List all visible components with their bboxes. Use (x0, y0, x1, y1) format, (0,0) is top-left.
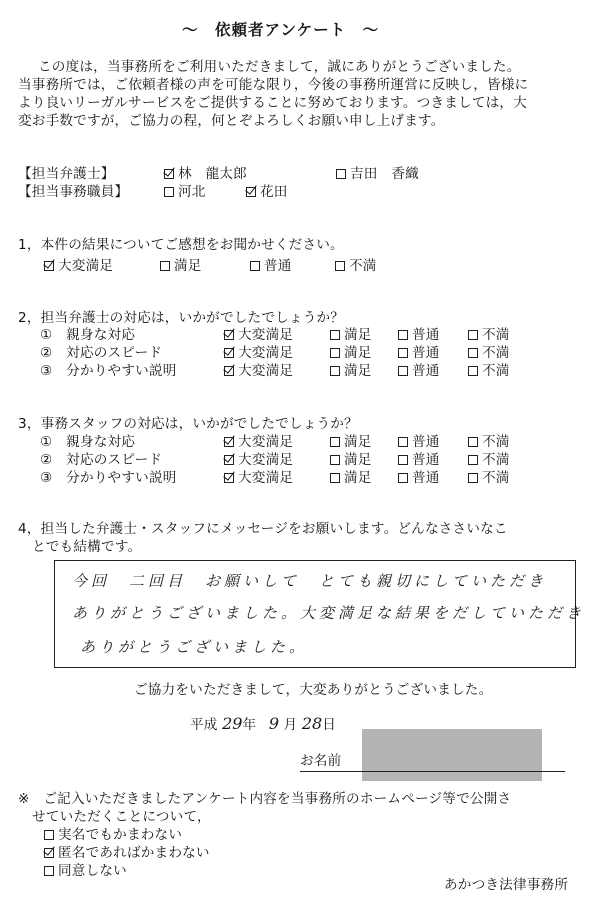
option-label: 満足 (344, 452, 372, 468)
checkbox[interactable] (44, 830, 54, 840)
q2-item1-neutral[interactable] (398, 326, 440, 344)
checkbox-checked[interactable] (164, 169, 174, 179)
option-label: 普通 (412, 363, 440, 379)
q3-item2-neutral[interactable] (398, 451, 440, 469)
option-label: 大変満足 (238, 363, 294, 379)
checkbox-checked[interactable] (224, 348, 234, 358)
thanks-message: ご協力をいただきまして，大変ありがとうございました。 (134, 682, 493, 698)
option-label: 満足 (344, 434, 372, 450)
option-label: 普通 (264, 258, 292, 274)
checkbox[interactable] (398, 330, 408, 340)
q3-item3-satisfied[interactable] (330, 469, 372, 487)
option-label: 普通 (412, 434, 440, 450)
option-label: 満足 (344, 363, 372, 379)
option-label: 満足 (344, 470, 372, 486)
checkbox[interactable] (468, 366, 478, 376)
q3-item3-very-satisfied[interactable] (224, 469, 293, 487)
option-label: 林 龍太郎 (178, 166, 247, 182)
q1-question: 1，本件の結果についてご感想をお聞かせください。 (18, 237, 344, 253)
option-label: 不満 (349, 258, 377, 274)
checkbox[interactable] (398, 366, 408, 376)
option-label: 普通 (412, 327, 440, 343)
q2-item-label: ① 親身な対応 (40, 327, 136, 343)
checkbox[interactable] (468, 455, 478, 465)
option-label: 河北 (178, 184, 206, 200)
clerk-option-kawakita[interactable] (164, 183, 206, 201)
q3-item2-dissatisfied[interactable] (468, 451, 510, 469)
checkbox[interactable] (468, 348, 478, 358)
q4-question-line-1: 4，担当した弁護士・スタッフにメッセージをお願いします。どんなささいなこ (18, 521, 508, 537)
checkbox[interactable] (164, 187, 174, 197)
checkbox-checked[interactable] (224, 473, 234, 483)
date-year: 29 (222, 714, 243, 733)
option-label: 大変満足 (238, 452, 294, 468)
checkbox[interactable] (398, 455, 408, 465)
date-era: 平成 (190, 717, 218, 733)
checkbox-checked[interactable] (44, 848, 54, 858)
intro-line-1: この度は，当事務所をご利用いただきまして，誠にありがとうございました。 (38, 59, 521, 75)
intro-line-4: 変お手数ですが，ご協力の程，何とぞよろしくお願い申し上げます。 (18, 113, 445, 129)
checkbox[interactable] (398, 437, 408, 447)
lawyer-label: 【担当弁護士】 (18, 166, 115, 182)
redacted-name (362, 729, 542, 781)
q2-item3-dissatisfied[interactable] (468, 362, 510, 380)
option-label: 普通 (412, 470, 440, 486)
firm-name: あかつき法律事務所 (444, 877, 569, 893)
q2-item1-satisfied[interactable] (330, 326, 372, 344)
q2-item1-dissatisfied[interactable] (468, 326, 510, 344)
q3-item1-very-satisfied[interactable] (224, 433, 293, 451)
name-underline (300, 771, 565, 772)
option-label: 大変満足 (238, 327, 294, 343)
q3-item3-dissatisfied[interactable] (468, 469, 510, 487)
q3-item3-neutral[interactable] (398, 469, 440, 487)
q2-item-label: ② 対応のスピード (40, 345, 163, 361)
q3-question: 3，事務スタッフの対応は，いかがでしたでしょうか？ (18, 416, 358, 432)
q3-item2-satisfied[interactable] (330, 451, 372, 469)
q2-item3-neutral[interactable] (398, 362, 440, 380)
q2-item2-dissatisfied[interactable] (468, 344, 510, 362)
q2-item2-very-satisfied[interactable] (224, 344, 293, 362)
checkbox-checked[interactable] (224, 437, 234, 447)
option-label: 満足 (174, 258, 202, 274)
q3-item2-very-satisfied[interactable] (224, 451, 293, 469)
consent-decline[interactable] (44, 862, 127, 880)
q3-item-label: ② 対応のスピード (40, 452, 163, 468)
clerk-option-hanada[interactable] (246, 183, 288, 201)
q2-item2-neutral[interactable] (398, 344, 440, 362)
clerk-label: 【担当事務職員】 (18, 184, 129, 200)
option-label: 大変満足 (238, 345, 294, 361)
option-label: 満足 (344, 327, 372, 343)
q3-item1-dissatisfied[interactable] (468, 433, 510, 451)
q2-item2-satisfied[interactable] (330, 344, 372, 362)
q3-item1-satisfied[interactable] (330, 433, 372, 451)
option-label: 実名でもかまわない (58, 827, 183, 843)
survey-title: 〜 依頼者アンケート 〜 (182, 21, 380, 39)
date-day-unit: 日 (322, 717, 337, 733)
handwritten-line-1: 今回 二回目 お願いして とても親切にしていただき (72, 572, 548, 590)
checkbox[interactable] (330, 330, 340, 340)
q2-item3-very-satisfied[interactable] (224, 362, 293, 380)
option-label: 不満 (482, 345, 510, 361)
checkbox[interactable] (335, 261, 345, 271)
consent-real-name[interactable] (44, 826, 182, 844)
q2-question: 2，担当弁護士の対応は，いかがでしたでしょうか？ (18, 310, 345, 326)
option-label: 満足 (344, 345, 372, 361)
q1-option-very-satisfied[interactable] (44, 257, 113, 275)
option-label: 大変満足 (238, 470, 294, 486)
checkbox-checked[interactable] (44, 261, 54, 271)
checkbox[interactable] (330, 455, 340, 465)
option-label: 普通 (412, 345, 440, 361)
intro-line-2: 当事務所では，ご依頼者様の声を可能な限り，今後の事務所運営に反映し，皆様に (18, 77, 529, 93)
intro-line-3: より良いリーガルサービスをご提供することに努めております。つきましては，大 (18, 95, 528, 111)
checkbox[interactable] (468, 437, 478, 447)
checkbox[interactable] (44, 866, 54, 876)
checkbox[interactable] (330, 348, 340, 358)
option-label: 吉田 香織 (350, 166, 419, 182)
lawyer-option-hayashi[interactable] (164, 165, 247, 183)
date-field[interactable] (190, 715, 336, 734)
q3-item-label: ① 親身な対応 (40, 434, 136, 450)
notice-line-2: せていただくことについて， (32, 809, 211, 825)
checkbox[interactable] (468, 330, 478, 340)
checkbox[interactable] (160, 261, 170, 271)
option-label: 匿名であればかまわない (58, 845, 210, 861)
checkbox[interactable] (398, 473, 408, 483)
option-label: 不満 (482, 363, 510, 379)
checkbox-checked[interactable] (224, 330, 234, 340)
checkbox[interactable] (250, 261, 260, 271)
option-label: 不満 (482, 327, 510, 343)
notice-line-1: ※ ご記入いただきましたアンケート内容を当事務所のホームページ等で公開さ (18, 791, 512, 807)
q1-option-neutral[interactable] (250, 257, 292, 275)
option-label: 花田 (260, 184, 288, 200)
option-label: 同意しない (58, 863, 127, 879)
consent-anonymous[interactable] (44, 844, 210, 862)
date-year-unit: 年 (242, 717, 257, 733)
q2-item-label: ③ 分かりやすい説明 (40, 363, 177, 379)
checkbox[interactable] (330, 366, 340, 376)
option-label: 大変満足 (238, 434, 294, 450)
option-label: 普通 (412, 452, 440, 468)
checkbox-checked[interactable] (224, 455, 234, 465)
name-label: お名前 (300, 753, 342, 769)
option-label: 大変満足 (58, 258, 114, 274)
q2-item1-very-satisfied[interactable] (224, 326, 293, 344)
checkbox[interactable] (398, 348, 408, 358)
option-label: 不満 (482, 470, 510, 486)
lawyer-option-yoshida[interactable] (336, 165, 419, 183)
handwritten-line-3: ありがとうございました。 (80, 638, 309, 656)
date-month-unit: 月 (283, 717, 298, 733)
q2-item3-satisfied[interactable] (330, 362, 372, 380)
date-month: 9 (268, 714, 279, 733)
checkbox-checked[interactable] (224, 366, 234, 376)
q1-option-satisfied[interactable] (160, 257, 202, 275)
q1-option-dissatisfied[interactable] (335, 257, 377, 275)
q3-item1-neutral[interactable] (398, 433, 440, 451)
checkbox[interactable] (468, 473, 478, 483)
option-label: 不満 (482, 434, 510, 450)
checkbox[interactable] (330, 473, 340, 483)
q3-item-label: ③ 分かりやすい説明 (40, 470, 177, 486)
date-day: 28 (301, 714, 323, 733)
checkbox[interactable] (336, 169, 346, 179)
option-label: 不満 (482, 452, 510, 468)
checkbox[interactable] (330, 437, 340, 447)
checkbox-checked[interactable] (246, 187, 256, 197)
handwritten-line-2: ありがとうございました。大変満足な結果をだしていただき (72, 604, 586, 622)
q4-question-line-2: とでも結構です。 (32, 539, 142, 555)
